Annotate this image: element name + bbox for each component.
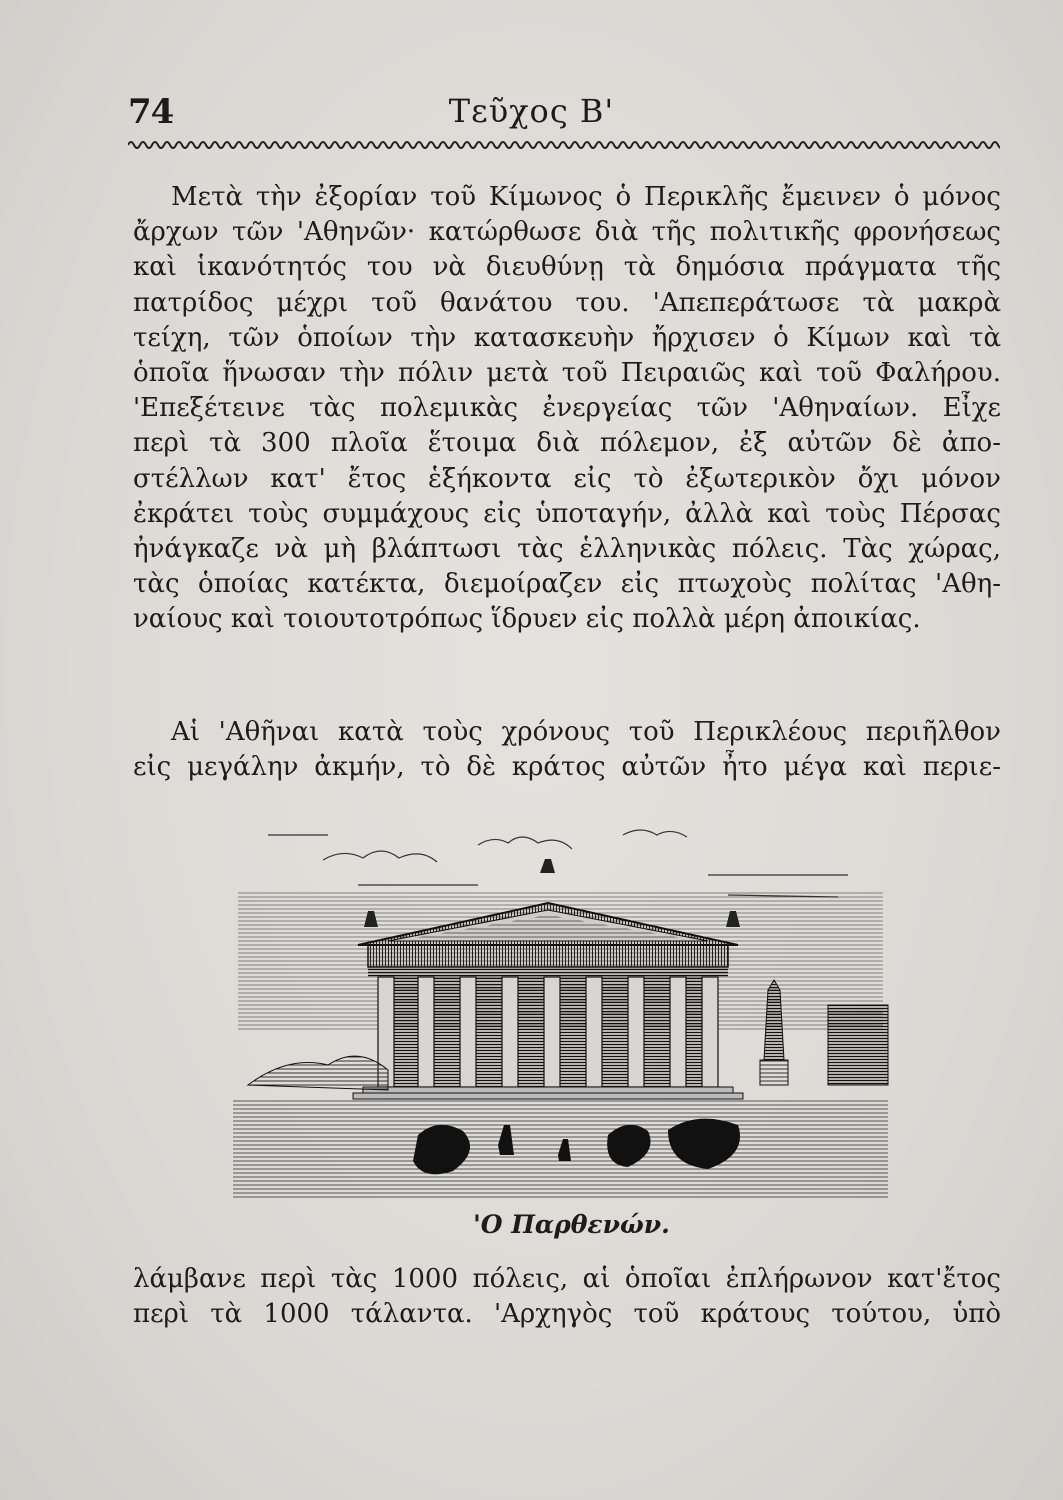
- paragraph-3: [133, 1262, 1001, 1332]
- text-line: ἄρχων τῶν 'Αθηνῶν· κατώρθωσε διὰ τῆς πολιτικῆς φρονήσεως: [133, 217, 1001, 248]
- text-line: στέλλων κατ' ἔτος ἑξήκοντα εἰς τὸ ἐξωτερικὸν ὄχι μόνον: [133, 463, 1001, 494]
- text-line: καὶ ἱκανότητός του νὰ διευθύνῃ τὰ δημόσια πράγματα τῆς: [133, 252, 1001, 283]
- text-line: τὰς ὁποίας κατέκτα, διεμοίραζεν εἰς πτωχοὺς πολίτας 'Αθη-: [133, 569, 1001, 600]
- text-line: ὁποῖα ἥνωσαν τὴν πόλιν μετὰ τοῦ Πειραιῶς καὶ τοῦ Φαλήρου.: [133, 358, 1001, 389]
- text-line: περὶ τὰ 300 πλοῖα ἕτοιμα διὰ πόλεμον, ἐξ αὐτῶν δὲ ἀπο-: [133, 428, 1001, 459]
- text-line: 'Επεξέτεινε τὰς πολεμικὰς ἐνεργείας τῶν 'Αθηναίων. Εἶχε: [133, 393, 1001, 424]
- text-line: πατρίδος μέχρι τοῦ θανάτου του. 'Απεπεράτωσε τὰ μακρὰ: [133, 287, 1001, 318]
- paragraph-1: [133, 180, 1001, 638]
- figure-caption: 'Ο Παρθενών.: [473, 1210, 670, 1239]
- parthenon-engraving: [228, 815, 893, 1205]
- text-line: ἐκράτει τοὺς συμμάχους εἰς ὑποταγήν, ἀλλὰ καὶ τοὺς Πέρσας: [133, 498, 1001, 529]
- text-line: ναίους καὶ τοιουτοτρόπως ἵδρυεν εἰς πολλὰ μέρη ἀποικίας.: [133, 604, 921, 635]
- text-line: Μετὰ τὴν ἐξορίαν τοῦ Κίμωνος ὁ Περικλῆς ἔμεινεν ὁ μόνος: [171, 182, 1001, 212]
- text-line: Αἱ 'Αθῆναι κατὰ τοὺς χρόνους τοῦ Περικλέους περιῆλθον: [171, 717, 1001, 747]
- text-line: λάμβανε περὶ τὰς 1000 πόλεις, αἱ ὁποῖαι ἐπλήρωνον κατ'ἔτος: [133, 1264, 1001, 1294]
- clouds: [268, 830, 848, 897]
- page-number: 74: [128, 92, 174, 132]
- paragraph-2: [133, 715, 1001, 785]
- wavy-divider: [128, 138, 1000, 152]
- text-line: ἠνάγκαζε νὰ μὴ βλάπτωσι τὰς ἑλληνικὰς πόλεις. Τὰς χώρας,: [133, 534, 1001, 565]
- running-title: Τεῦχος Β': [448, 92, 615, 130]
- text-line: εἰς μεγάλην ἀκμήν, τὸ δὲ κράτος αὐτῶν ἦτο μέγα καὶ περιε-: [133, 752, 1001, 783]
- text-line: περὶ τὰ 1000 τάλαντα. 'Αρχηγὸς τοῦ κράτους τούτου, ὑπὸ: [133, 1299, 1001, 1330]
- text-line: τείχη, τῶν ὁποίων τὴν κατασκευὴν ἤρχισεν ὁ Κίμων καὶ τὰ: [133, 322, 1001, 353]
